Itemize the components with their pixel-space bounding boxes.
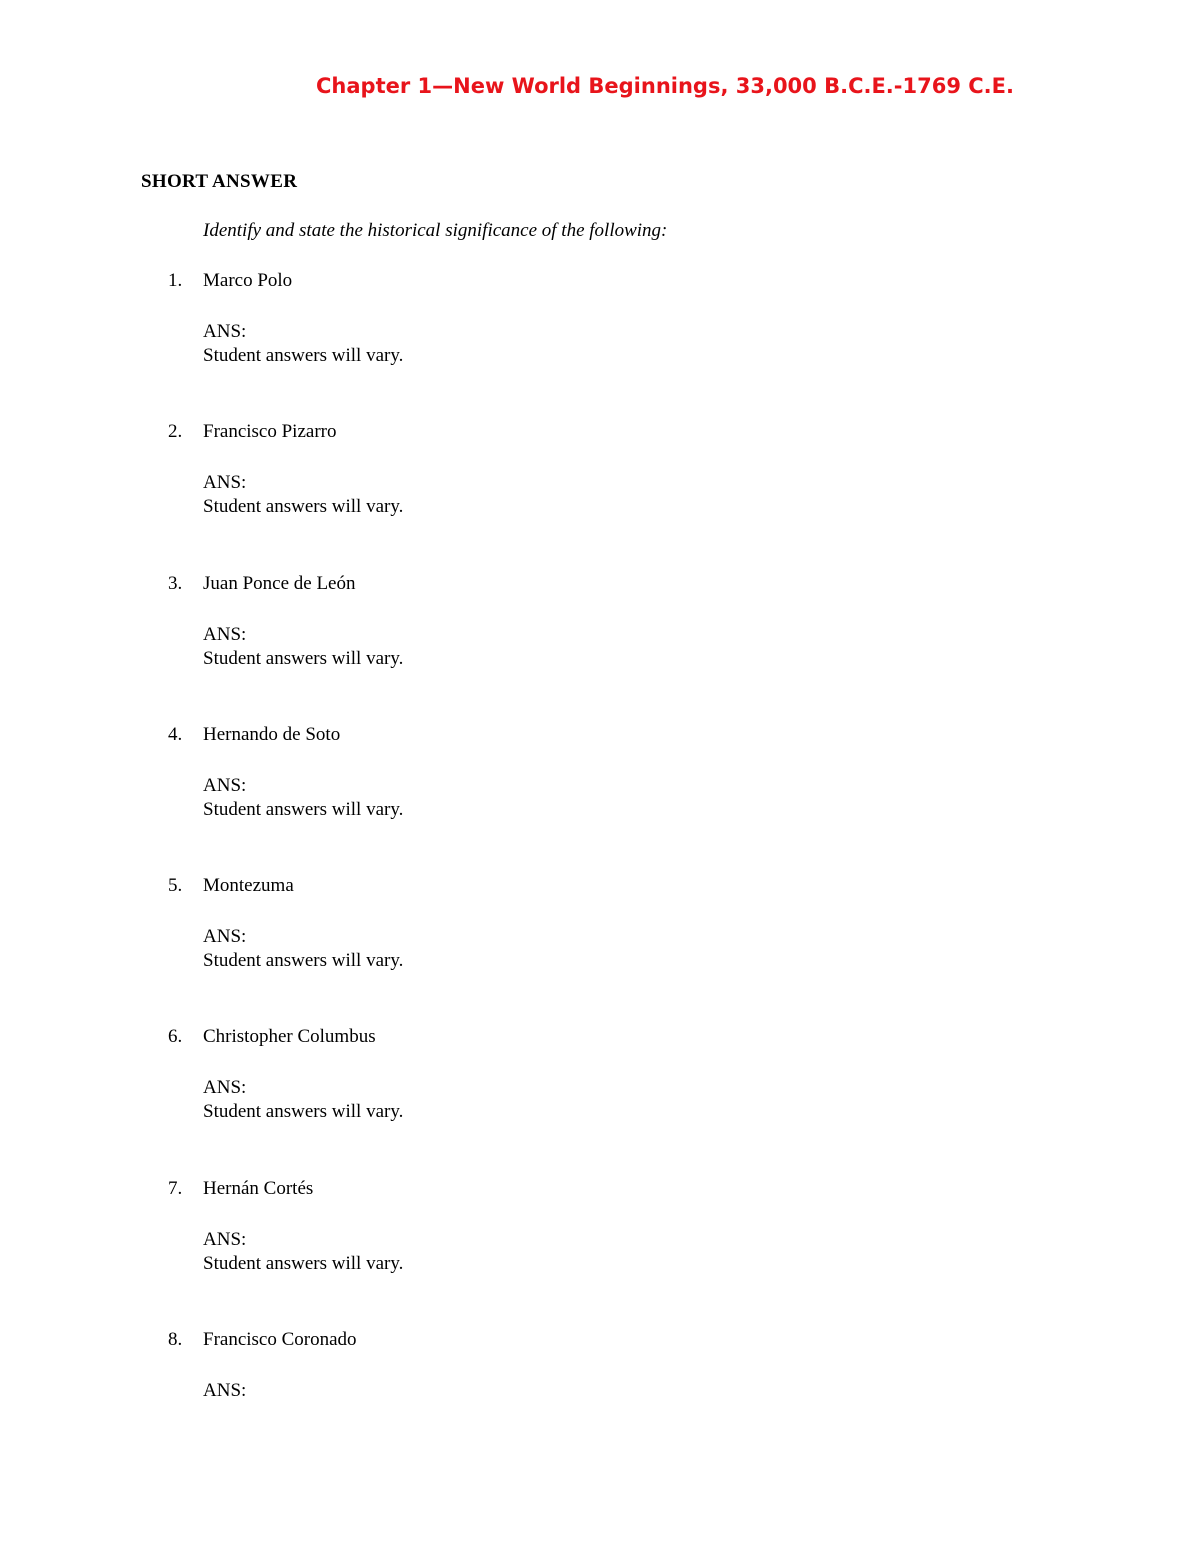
answer-label: ANS: bbox=[203, 1077, 247, 1099]
question-number: 4. bbox=[168, 723, 183, 745]
question-term: Hernán Cortés bbox=[203, 1177, 314, 1199]
answer-text: Student answers will vary. bbox=[203, 1101, 404, 1123]
answer-text: Student answers will vary. bbox=[203, 496, 404, 518]
answer-label: ANS: bbox=[203, 926, 247, 948]
answer-text: Student answers will vary. bbox=[203, 950, 404, 972]
question-number: 2. bbox=[168, 421, 183, 443]
answer-label: ANS: bbox=[203, 623, 247, 645]
section-heading: SHORT ANSWER bbox=[141, 171, 298, 192]
answer-text: Student answers will vary. bbox=[203, 798, 404, 820]
answer-label: ANS: bbox=[203, 321, 247, 342]
answer-label: ANS: bbox=[203, 774, 247, 796]
question-term: Francisco Coronado bbox=[203, 1329, 357, 1351]
chapter-title: Chapter 1—New World Beginnings, 33,000 B.C.E.-1769 C.E. bbox=[316, 74, 1014, 98]
question-term: Montezuma bbox=[203, 875, 294, 897]
question-term: Francisco Pizarro bbox=[203, 421, 337, 443]
question-term: Juan Ponce de León bbox=[203, 572, 356, 594]
question-term: Christopher Columbus bbox=[203, 1026, 376, 1048]
instructions: Identify and state the historical significance of the following: bbox=[203, 220, 668, 241]
question-number: 1. bbox=[168, 270, 183, 291]
question-term: Marco Polo bbox=[203, 270, 293, 291]
answer-label: ANS: bbox=[203, 1228, 247, 1250]
question-number: 6. bbox=[168, 1026, 183, 1048]
question-term: Hernando de Soto bbox=[203, 723, 341, 745]
answer-text: Student answers will vary. bbox=[203, 1252, 404, 1274]
question-number: 7. bbox=[168, 1177, 183, 1199]
question-number: 3. bbox=[168, 572, 183, 594]
answer-text: Student answers will vary. bbox=[203, 345, 404, 366]
question-number: 8. bbox=[168, 1329, 183, 1351]
answer-label: ANS: bbox=[203, 1380, 247, 1402]
answer-label: ANS: bbox=[203, 472, 247, 494]
answer-text: Student answers will vary. bbox=[203, 647, 404, 669]
question-number: 5. bbox=[168, 875, 183, 897]
